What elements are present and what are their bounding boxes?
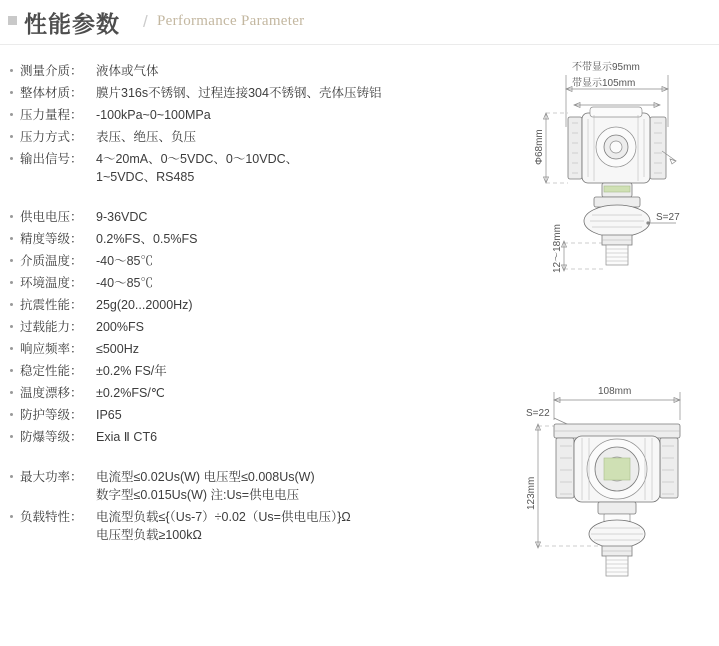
spec-label: 过载能力：: [20, 320, 83, 334]
page-title: 性能参数: [24, 11, 120, 37]
bullet-icon: [10, 515, 13, 518]
spec-row: [10, 296, 470, 314]
bullet-icon: [10, 237, 13, 240]
process-connection: [584, 197, 650, 265]
spec-label: 防护等级：: [20, 408, 83, 422]
spec-value: -40～85℃: [96, 254, 153, 268]
housing-top-view: [554, 424, 680, 576]
spec-value: 9-36VDC: [96, 210, 148, 224]
bullet-icon: [10, 325, 13, 328]
spec-row: [10, 508, 470, 544]
spec-label: 整体材质：: [20, 86, 83, 100]
spec-value: 液体或气体: [96, 64, 159, 78]
dim-label-height: 12～18mm: [552, 224, 563, 273]
bullet-icon: [10, 157, 13, 160]
spec-label: 压力量程：: [20, 108, 83, 122]
spec-label: 负载特性：: [20, 510, 83, 524]
bullet-icon: [10, 475, 13, 478]
spec-value: ±0.2% FS/年: [96, 364, 167, 378]
spec-value: 电流型负载≤{（Us-7）÷0.02（Us=供电电压）}Ω 电压型负载≥100kΩ: [96, 510, 351, 542]
bullet-icon: [10, 215, 13, 218]
dim-label-width: 108mm: [598, 386, 632, 397]
spec-label: 精度等级：: [20, 232, 83, 246]
spec-row: [10, 252, 470, 270]
bullet-icon: [10, 435, 13, 438]
bullet-icon: [10, 259, 13, 262]
bullet-icon: [10, 369, 13, 372]
bullet-icon: [10, 135, 13, 138]
spec-label: 测量介质：: [20, 64, 83, 78]
spec-row: [10, 428, 470, 446]
spec-label: 最大功率：: [20, 470, 83, 484]
spec-value: ±0.2%FS/℃: [96, 386, 165, 400]
spec-value: ≤500Hz: [96, 342, 139, 356]
header-rule: [0, 44, 719, 45]
dim-label-no-display: 不带显示95mm: [572, 62, 640, 73]
spec-row: [10, 106, 470, 124]
spec-label: 温度漂移：: [20, 386, 83, 400]
bullet-icon: [10, 303, 13, 306]
dim-label-height: 123mm: [526, 476, 537, 510]
spec-label: 供电电压：: [20, 210, 83, 224]
bullet-icon: [10, 281, 13, 284]
dim-diameter-group: [534, 113, 568, 183]
spec-row: [10, 274, 470, 292]
dim-label-thread: S=22: [526, 408, 550, 419]
transmitter-housing: [568, 107, 666, 197]
spec-value: 表压、绝压、负压: [96, 130, 197, 144]
spec-row: [10, 468, 470, 504]
spec-row: [10, 150, 470, 186]
bullet-icon: [10, 347, 13, 350]
spec-value: IP65: [96, 408, 122, 422]
spec-value: Exia Ⅱ CT6: [96, 430, 158, 444]
drawing-bottom-svg: [498, 370, 713, 630]
drawing-bottom-view: [498, 370, 713, 630]
spec-label: 防爆等级：: [20, 430, 83, 444]
spec-value: -40～85℃: [96, 276, 153, 290]
spec-row: [10, 384, 470, 402]
spec-row: [10, 406, 470, 424]
spec-row: [10, 318, 470, 336]
spec-list: [10, 62, 470, 548]
spec-value: 4～20mA、0～5VDC、0～10VDC、 1~5VDC、RS485: [96, 152, 299, 184]
spec-row: [10, 128, 470, 146]
spec-label: 响应频率：: [20, 342, 83, 356]
bullet-icon: [10, 91, 13, 94]
spec-label: 环境温度：: [20, 276, 83, 290]
dim-thread-group: [646, 212, 680, 225]
dim-label-thread: S=27: [656, 212, 680, 223]
drawing-top-view: [498, 55, 713, 320]
page-header: [0, 0, 719, 50]
bullet-icon: [10, 113, 13, 116]
spec-label: 输出信号：: [20, 152, 83, 166]
bullet-icon: [10, 69, 13, 72]
spec-row: [10, 84, 470, 102]
spec-label: 压力方式：: [20, 130, 83, 144]
spec-label: 抗震性能：: [20, 298, 83, 312]
spec-label: 稳定性能：: [20, 364, 83, 378]
drawing-top-svg: [498, 55, 713, 320]
spec-value: 25g(20...2000Hz): [96, 298, 193, 312]
spec-value: -100kPa~0~100MPa: [96, 108, 211, 122]
bullet-icon: [10, 391, 13, 394]
spec-row: [10, 208, 470, 226]
bullet-icon: [10, 413, 13, 416]
spec-row: [10, 362, 470, 380]
spec-value: 0.2%FS、0.5%FS: [96, 232, 198, 246]
dim-label-with-display: 带显示105mm: [572, 78, 636, 89]
spec-row: [10, 62, 470, 80]
header-square-icon: [8, 16, 17, 25]
header-divider-slash: /: [143, 12, 148, 31]
spec-value: 膜片316s不锈钢、过程连接304不锈钢、壳体压铸铝: [96, 86, 382, 100]
spec-row: [10, 340, 470, 358]
spec-value: 电流型≤0.02Us(W) 电压型≤0.008Us(W) 数字型≤0.015Us(W) 注:Us=供电电压: [96, 470, 315, 502]
spec-label: 介质温度：: [20, 254, 83, 268]
dim-width-group: [554, 386, 680, 420]
page-subtitle: Performance Parameter: [157, 13, 305, 29]
spec-value: 200%FS: [96, 320, 144, 334]
dim-label-diameter: Φ68mm: [534, 129, 545, 165]
spec-row: [10, 230, 470, 248]
